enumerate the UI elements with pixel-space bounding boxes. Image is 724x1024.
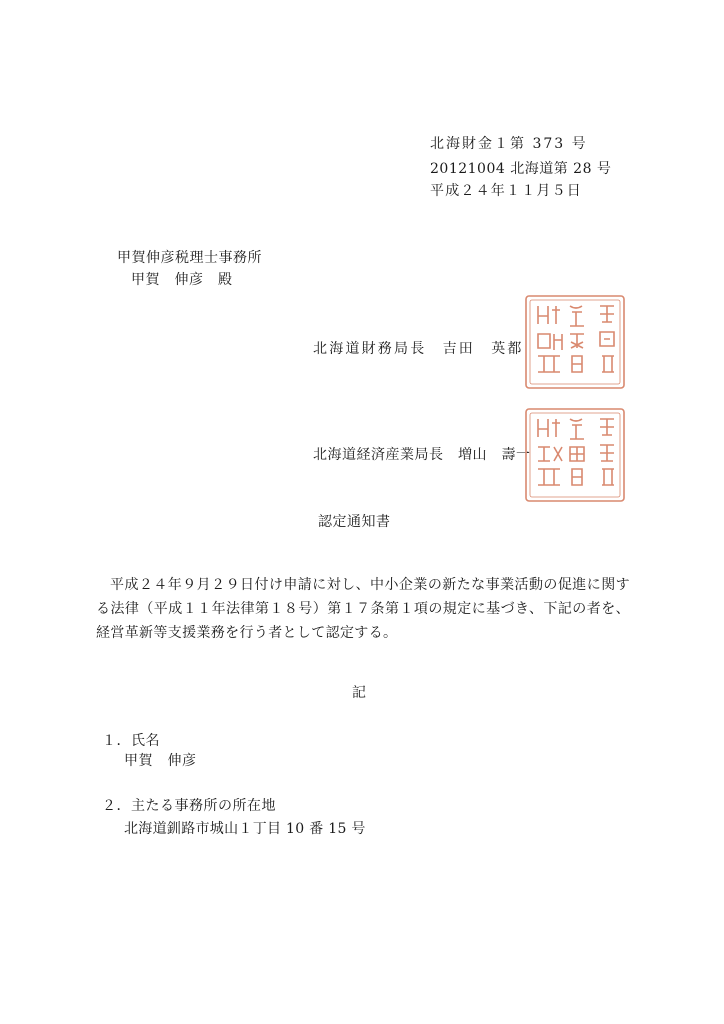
official-seal-icon — [520, 405, 630, 505]
sender-finance-bureau: 北海道財務局長 吉田 英都 — [313, 341, 524, 357]
body-paragraph: 平成２４年９月２９日付け申請に対し、中小企業の新たな事業活動の促進に関する法律（平成１１年法律第１８号）第１７条第１項の規定に基づき、下記の者を、経営革新等支援業務を行う者として認定する。 — [96, 577, 630, 641]
sender-economy-bureau: 北海道経済産業局長 増山 壽一 — [313, 447, 531, 463]
item-address-value: 北海道釧路市城山１丁目 10 番 15 号 — [124, 821, 366, 837]
reference-number: 北海財金１第 373 号 — [430, 136, 588, 152]
addressee-organization: 甲賀伸彦税理士事務所 — [117, 250, 262, 266]
addressee-name: 甲賀 伸彦 殿 — [131, 272, 233, 288]
issue-date: 平成２４年１１月５日 — [430, 183, 582, 199]
item-name-label: １．氏名 — [102, 733, 160, 749]
document-title: 認定通知書 — [318, 514, 391, 530]
item-name-value: 甲賀 伸彦 — [124, 753, 197, 769]
official-seal-icon — [520, 292, 630, 392]
ki-heading: 記 — [352, 685, 366, 701]
reference-number-2: 20121004 北海道第 28 号 — [430, 161, 612, 177]
item-address-label: ２．主たる事務所の所在地 — [102, 798, 276, 814]
